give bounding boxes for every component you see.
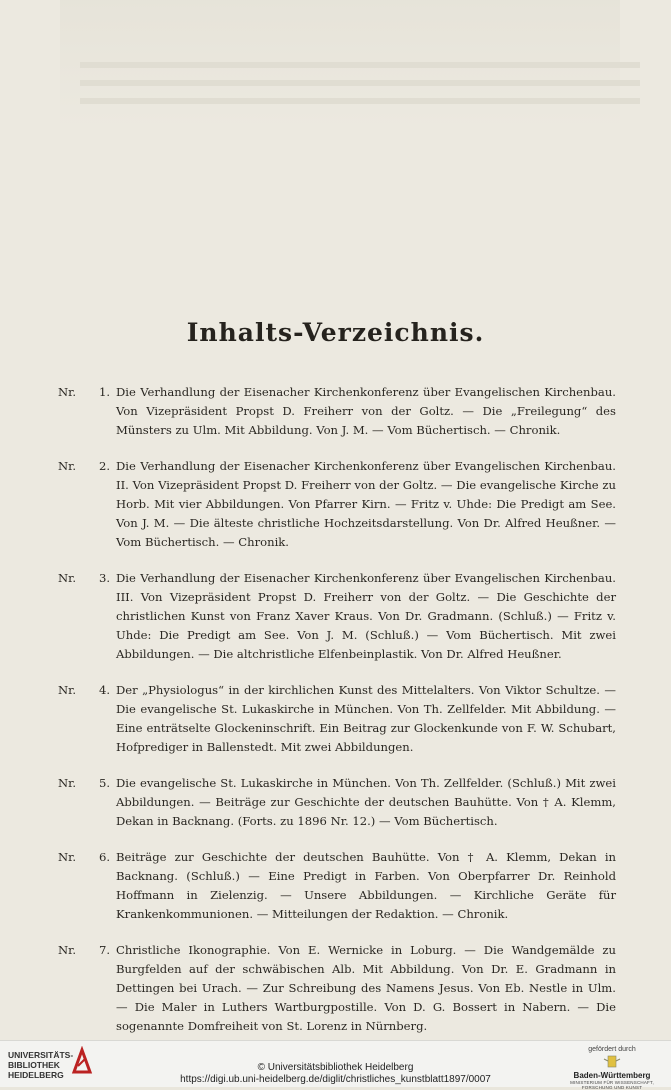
state-crest-icon bbox=[601, 1055, 623, 1069]
entry-text: Die evangelische St. Lukaskirche in München. Von Th. Zellfelder. (Schluß.) Mit zwei Abbildungen. — Beiträge zur Geschichte der deutschen Bauhütte. Von † A. Klemm, Dekan in Backnang. (Forts. zu 1896 Nr. 12.) — Vom Büchertisch. bbox=[116, 776, 616, 828]
entry-prefix: Nr. bbox=[58, 385, 77, 399]
bleed-line bbox=[80, 62, 640, 68]
toc-entry bbox=[58, 383, 616, 440]
page-title: Inhalts-Verzeichnis. bbox=[186, 318, 485, 347]
entry-number bbox=[58, 848, 116, 924]
entry-prefix: Nr. bbox=[58, 683, 77, 697]
entry-issue-number: 7. bbox=[98, 943, 110, 957]
bleed-line bbox=[80, 80, 640, 86]
entry-text: Die Verhandlung der Eisenacher Kirchenkonferenz über Evangelischen Kirchenbau. II. Von Vizepräsident Propst D. Freiherr von der Goltz. — Die evangelische Kirche zu Horb. Mit vier Abbildungen. Von Pfarrer Kirn. — Fritz v. Uhde: Die Predigt am See. Von J. M. — Die älteste christliche Hochzeitsdarstellung. Von Dr. Alfred Heußner. — Vom Büchertisch. — Chronik. bbox=[116, 459, 616, 549]
entry-text: Christliche Ikonographie. Von E. Wernicke in Loburg. — Die Wandgemälde zu Burgfelden auf der schwäbischen Alb. Mit Abbildung. Von Dr. E. Gradmann in Dettingen bei Urach. — Zur Schreibung des Namens Jesus. Von Eb. Nestle in Ulm. — Die Maler in Luthers Wartburgpostille. Von D. G. Bossert in Nabern. — Die sogenannte Domfreiheit von St. Lorenz in Nürnberg. bbox=[116, 943, 616, 1033]
library-name-line: HEIDELBERG bbox=[8, 1070, 64, 1080]
entry-issue-number: 6. bbox=[98, 850, 110, 864]
entry-issue-number: 3. bbox=[98, 571, 110, 585]
copyright-text: © Universitätsbibliothek Heidelberg bbox=[257, 1062, 414, 1073]
toc-entry bbox=[58, 457, 616, 552]
funder-name: Baden-Württemberg bbox=[573, 1071, 651, 1080]
entry-prefix: Nr. bbox=[58, 850, 77, 864]
entry-prefix: Nr. bbox=[58, 776, 77, 790]
entry-prefix: Nr. bbox=[58, 943, 77, 957]
funder-block bbox=[560, 1046, 664, 1090]
toc-entry bbox=[58, 569, 616, 664]
funded-by-label: gefördert durch bbox=[588, 1046, 636, 1053]
entry-number bbox=[58, 774, 116, 831]
bleed-line bbox=[80, 98, 640, 104]
entry-issue-number: 2. bbox=[98, 459, 110, 473]
entry-text: Die Verhandlung der Eisenacher Kirchenkonferenz über Evangelischen Kirchenbau. Von Vizepräsident Propst D. Freiherr von der Goltz. — Die „Freilegung“ des Münsters zu Ulm. Mit Abbildung. Von J. M. — Vom Büchertisch. — Chronik. bbox=[116, 385, 616, 437]
entry-prefix: Nr. bbox=[58, 459, 77, 473]
toc-entry bbox=[58, 681, 616, 757]
source-url-link[interactable]: https://digi.ub.uni-heidelberg.de/diglit/christliches_kunstblatt1897/0007 bbox=[180, 1074, 491, 1085]
entry-text: Der „Physiologus“ in der kirchlichen Kunst des Mittelalters. Von Viktor Schultze. — Die evangelische St. Lukaskirche in München. Von Th. Zellfelder. Mit Abbildung. — Eine enträtselte Glockeninschrift. Ein Beitrag zur Glockenkunde von F. W. Schubart, Hofprediger in Ballenstedt. Mit zwei Abbildungen. bbox=[116, 683, 616, 754]
entry-number bbox=[58, 457, 116, 552]
entry-number bbox=[58, 941, 116, 1036]
toc-entry bbox=[58, 774, 616, 831]
entry-prefix: Nr. bbox=[58, 571, 77, 585]
entry-text: Die Verhandlung der Eisenacher Kirchenkonferenz über Evangelischen Kirchenbau. III. Von Vizepräsident Propst D. Freiherr von der Goltz. — Die Geschichte der christlichen Kunst von Franz Xaver Kraus. Von Dr. Gradmann. (Schluß.) — Fritz v. Uhde: Die Predigt am See. Von J. M. (Schluß.) — Vom Büchertisch. Mit zwei Abbildungen. — Die altchristliche Elfenbeinplastik. Von Dr. Alfred Heußner. bbox=[116, 571, 616, 661]
entry-text: Beiträge zur Geschichte der deutschen Bauhütte. Von † A. Klemm, Dekan in Backnang. (Schluß.) — Eine Predigt in Farben. Von Oberpfarrer Dr. Reinhold Hoffmann in Zielenzig. — Unsere Abbildungen. — Kirchliche Geräte für Krankenkommunionen. — Mitteilungen der Redaktion. — Chronik. bbox=[116, 850, 616, 921]
toc-entry bbox=[58, 848, 616, 924]
entry-number bbox=[58, 569, 116, 664]
toc-entry bbox=[58, 941, 616, 1036]
entry-number bbox=[58, 383, 116, 440]
entry-issue-number: 4. bbox=[98, 683, 110, 697]
entry-issue-number: 5. bbox=[98, 776, 110, 790]
entry-number bbox=[58, 681, 116, 757]
library-name-line: UNIVERSITÄTS- bbox=[8, 1050, 74, 1060]
table-of-contents bbox=[58, 383, 616, 1053]
entry-issue-number: 1. bbox=[98, 385, 110, 399]
funder-subtitle: MINISTERIUM FÜR WISSENSCHAFT, FORSCHUNG UND KUNST bbox=[570, 1080, 654, 1090]
library-name-line: BIBLIOTHEK bbox=[8, 1060, 60, 1070]
